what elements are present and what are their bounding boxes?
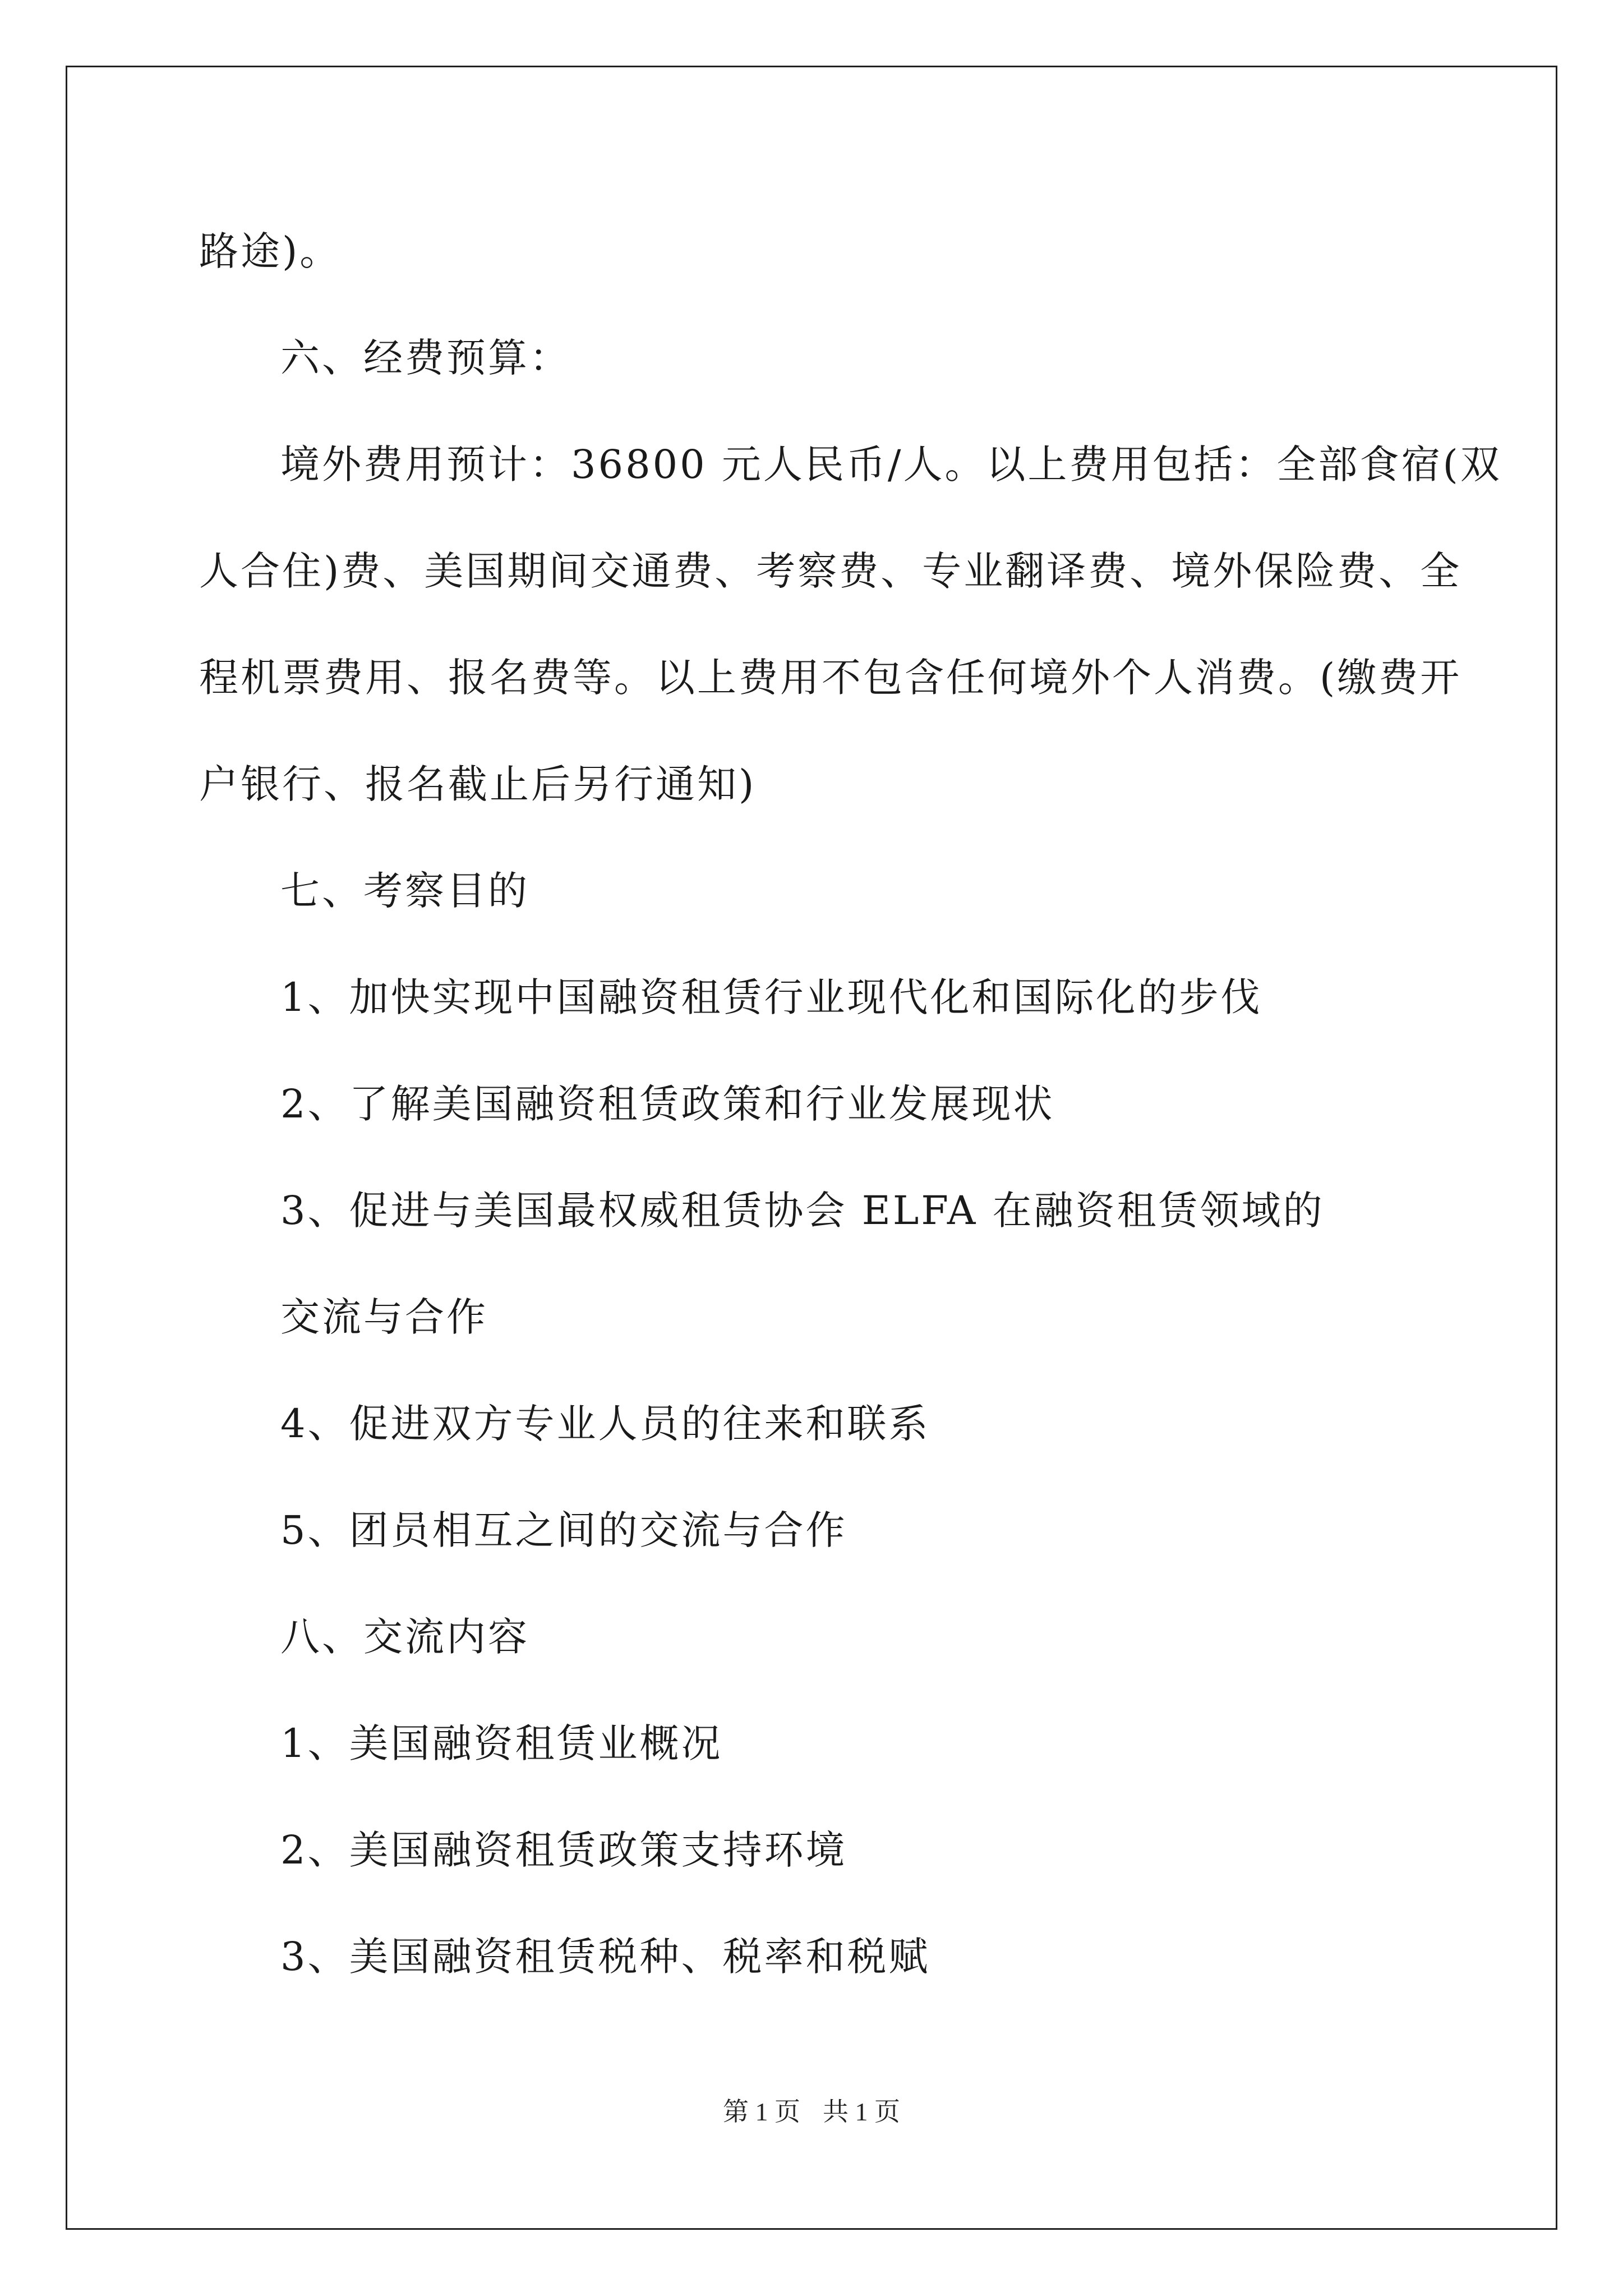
section-heading-purpose: 七、考察目的	[280, 868, 529, 914]
list-item-continuation: 交流与合作	[280, 1294, 488, 1340]
text-line: 路途)。	[199, 228, 342, 274]
text-line: 户银行、报名截止后另行通知)	[199, 761, 757, 807]
text-line: 人合住)费、美国期间交通费、考察费、专业翻译费、境外保险费、全	[199, 548, 1462, 594]
list-item: 3、美国融资租赁税种、税率和税赋	[280, 1934, 930, 1980]
list-item: 5、团员相互之间的交流与合作	[280, 1507, 847, 1553]
section-heading-budget: 六、经费预算：	[280, 335, 571, 381]
list-item: 2、了解美国融资租赁政策和行业发展现状	[280, 1081, 1055, 1127]
page-border	[66, 66, 1557, 2230]
list-item: 2、美国融资租赁政策支持环境	[280, 1827, 847, 1873]
list-item: 1、加快实现中国融资租赁行业现代化和国际化的步伐	[280, 974, 1262, 1020]
page-footer	[0, 2095, 1623, 2129]
list-item: 1、美国融资租赁业概况	[280, 1720, 723, 1766]
text-line: 境外费用预计：36800 元人民币/人。以上费用包括：全部食宿(双	[280, 441, 1502, 487]
list-item: 3、促进与美国最权威租赁协会 ELFA 在融资租赁领域的	[280, 1188, 1325, 1234]
text-line: 程机票费用、报名费等。以上费用不包含任何境外个人消费。(缴费开	[199, 655, 1462, 701]
page-number-current: 第 1 页	[723, 2097, 800, 2126]
list-item: 4、促进双方专业人员的往来和联系	[280, 1401, 930, 1447]
page-number-total: 共 1 页	[823, 2097, 900, 2126]
section-heading-content: 八、交流内容	[280, 1614, 529, 1660]
